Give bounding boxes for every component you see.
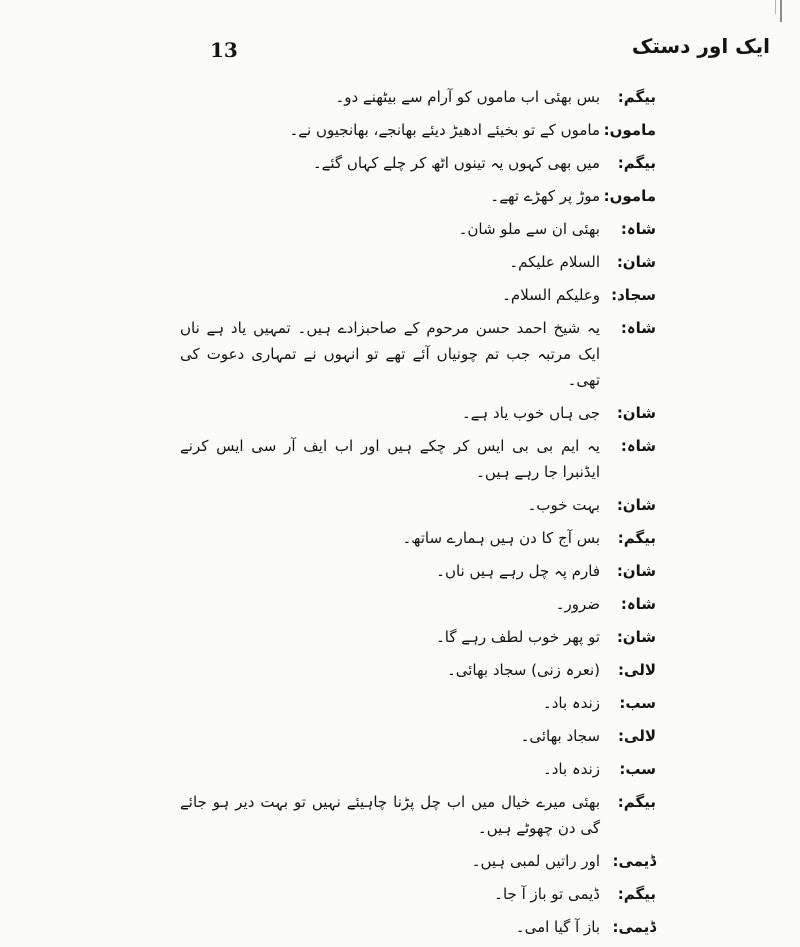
speaker-name: بیگم:	[617, 793, 656, 811]
dialogue-text: فارم پہ چل رہے ہیں ناں۔	[436, 562, 600, 580]
speaker-name: لالی:	[618, 727, 656, 745]
dialogue-line	[180, 789, 656, 841]
speaker-name: ڈیمی:	[612, 852, 656, 870]
speaker-name: بیگم:	[617, 88, 656, 106]
dialogue-text: وعلیکم السلام۔	[502, 286, 600, 304]
dialogue-text: بھئی میرے خیال میں اب چل پڑنا چاہیئے نہیں تو بہت دیر ہو جائے گی دن چھوٹے ہیں۔	[180, 793, 600, 837]
dialogue-text: میں بھی کہوں یہ تینوں اٹھ کر چلے کہاں گئے۔	[312, 154, 600, 172]
dialogue-list	[180, 84, 656, 947]
dialogue-text: باز آ گیا امی۔	[515, 918, 600, 936]
dialogue-line	[180, 657, 656, 683]
dialogue-line	[180, 624, 656, 650]
dialogue-line	[180, 558, 656, 584]
page-number: 13	[210, 38, 238, 62]
speaker-name: شان:	[616, 496, 656, 514]
speaker-name: شان:	[616, 628, 656, 646]
dialogue-line	[180, 914, 656, 940]
dialogue-text: بہت خوب۔	[527, 496, 600, 514]
speaker-name: شان:	[616, 404, 656, 422]
dialogue-line	[180, 282, 656, 308]
dialogue-line	[180, 492, 656, 518]
dialogue-text: بس آج کا دن ہیں ہمارے ساتھ۔	[402, 529, 600, 547]
dialogue-line	[180, 591, 656, 617]
speaker-name: ماموں:	[603, 187, 656, 205]
dialogue-line	[180, 84, 656, 110]
dialogue-line	[180, 525, 656, 551]
speaker-name: ڈیمی:	[612, 918, 656, 936]
dialogue-text: سجاد بھائی۔	[520, 727, 600, 745]
speaker-name: بیگم:	[617, 154, 656, 172]
dialogue-line	[180, 433, 656, 485]
dialogue-text: بھئی ان سے ملو شان۔	[458, 220, 600, 238]
dialogue-line	[180, 150, 656, 176]
dialogue-text: ضرور۔	[555, 595, 600, 613]
dialogue-text: السلام علیکم۔	[509, 253, 600, 271]
dialogue-line	[180, 400, 656, 426]
dialogue-line	[180, 315, 656, 393]
dialogue-text: ڈیمی تو باز آ جا۔	[494, 885, 600, 903]
dialogue-text: زندہ باد۔	[542, 760, 600, 778]
dialogue-text: ماموں کے تو بخیئے ادھیڑ دیئے بھانجے، بھانجیوں نے۔	[289, 121, 600, 139]
speaker-name: شاہ:	[620, 437, 656, 455]
speaker-name: شان:	[616, 253, 656, 271]
dialogue-text: (نعرہ زنی) سجاد بھائی۔	[446, 661, 600, 679]
dialogue-text: جی ہاں خوب یاد ہے۔	[461, 404, 600, 422]
speaker-name: ماموں:	[603, 121, 656, 139]
dialogue-text: یہ ایم بی بی ایس کر چکے ہیں اور اب ایف آر سی ایس کرنے ایڈنبرا جا رہے ہیں۔	[180, 437, 600, 481]
dialogue-text: اور راتیں لمبی ہیں۔	[471, 852, 600, 870]
speaker-name: لالی:	[618, 661, 656, 679]
running-title: ایک اور دستک	[631, 34, 770, 58]
dialogue-line	[180, 216, 656, 242]
speaker-name: شان:	[616, 562, 656, 580]
dialogue-text: موڑ پر کھڑے تھے۔	[490, 187, 600, 205]
speaker-name: بیگم:	[617, 529, 656, 547]
dialogue-line	[180, 723, 656, 749]
dialogue-text: یہ شیخ احمد حسن مرحوم کے صاحبزادے ہیں۔ تمہیں یاد ہے ناں ایک مرتبہ جب تم چونیاں آئے تھے تو انہوں نے تمہاری دعوت کی تھی۔	[180, 319, 600, 389]
speaker-name: شاہ:	[620, 220, 656, 238]
dialogue-line	[180, 690, 656, 716]
dialogue-text: بس بھئی اب ماموں کو آرام سے بیٹھنے دو۔	[335, 88, 600, 106]
speaker-name: سجاد:	[611, 286, 656, 304]
speaker-name: شاہ:	[620, 319, 656, 337]
speaker-name: سب:	[619, 760, 656, 778]
dialogue-line	[180, 249, 656, 275]
speaker-name: سب:	[619, 694, 656, 712]
dialogue-line	[180, 881, 656, 907]
dialogue-line	[180, 848, 656, 874]
dialogue-line	[180, 117, 656, 143]
dialogue-line	[180, 756, 656, 782]
dialogue-line	[180, 183, 656, 209]
speaker-name: شاہ:	[620, 595, 656, 613]
page-header	[210, 32, 770, 72]
speaker-name: بیگم:	[617, 885, 656, 903]
dialogue-text: زندہ باد۔	[542, 694, 600, 712]
dialogue-text: تو پھر خوب لطف رہے گا۔	[436, 628, 600, 646]
